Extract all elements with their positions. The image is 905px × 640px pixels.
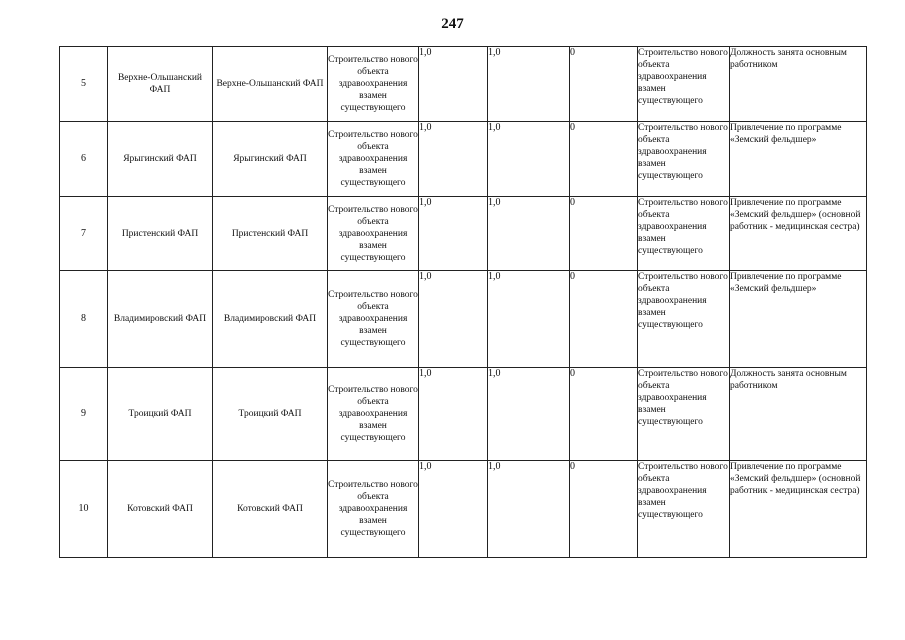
work-type-cell: Строительство нового объекта здравоохранения взамен существующего — [328, 368, 419, 461]
facility-name-cell: Владимировский ФАП — [108, 271, 213, 368]
work-description-cell: Строительство нового объекта здравоохранения взамен существующего — [638, 122, 730, 197]
value-2-cell: 1,0 — [488, 47, 570, 122]
row-number-cell: 8 — [60, 271, 108, 368]
facility-name-2-cell: Котовский ФАП — [213, 461, 328, 558]
facilities-table — [59, 46, 867, 558]
table-row — [60, 461, 867, 558]
work-description-cell: Строительство нового объекта здравоохранения взамен существующего — [638, 271, 730, 368]
facility-name-2-cell: Ярыгинский ФАП — [213, 122, 328, 197]
work-description-cell: Строительство нового объекта здравоохранения взамен существующего — [638, 461, 730, 558]
work-type-cell: Строительство нового объекта здравоохранения взамен существующего — [328, 122, 419, 197]
work-description-cell: Строительство нового объекта здравоохранения взамен существующего — [638, 47, 730, 122]
value-3-cell: 0 — [570, 461, 638, 558]
work-type-cell: Строительство нового объекта здравоохранения взамен существующего — [328, 271, 419, 368]
facility-name-2-cell: Троицкий ФАП — [213, 368, 328, 461]
work-description-cell: Строительство нового объекта здравоохранения взамен существующего — [638, 368, 730, 461]
facility-name-cell: Троицкий ФАП — [108, 368, 213, 461]
value-1-cell: 1,0 — [419, 271, 488, 368]
table-row — [60, 271, 867, 368]
facility-name-cell: Котовский ФАП — [108, 461, 213, 558]
table-row — [60, 197, 867, 271]
table-row — [60, 47, 867, 122]
row-number-cell: 7 — [60, 197, 108, 271]
page-number: 247 — [441, 16, 464, 32]
value-1-cell: 1,0 — [419, 461, 488, 558]
staffing-status-cell: Привлечение по программе «Земский фельдшер» — [730, 122, 867, 197]
row-number-cell: 9 — [60, 368, 108, 461]
row-number-cell: 6 — [60, 122, 108, 197]
value-2-cell: 1,0 — [488, 271, 570, 368]
value-2-cell: 1,0 — [488, 461, 570, 558]
facility-name-cell: Верхне-Ольшанский ФАП — [108, 47, 213, 122]
value-3-cell: 0 — [570, 368, 638, 461]
value-1-cell: 1,0 — [419, 47, 488, 122]
row-number-cell: 10 — [60, 461, 108, 558]
row-number-cell: 5 — [60, 47, 108, 122]
value-2-cell: 1,0 — [488, 122, 570, 197]
facility-name-2-cell: Владимировский ФАП — [213, 271, 328, 368]
table-row — [60, 122, 867, 197]
value-3-cell: 0 — [570, 47, 638, 122]
staffing-status-cell: Должность занята основным работником — [730, 47, 867, 122]
staffing-status-cell: Привлечение по программе «Земский фельдшер» (основной работник - медицинская сестра) — [730, 197, 867, 271]
work-type-cell: Строительство нового объекта здравоохранения взамен существующего — [328, 47, 419, 122]
value-3-cell: 0 — [570, 271, 638, 368]
facility-name-2-cell: Верхне-Ольшанский ФАП — [213, 47, 328, 122]
facility-name-cell: Ярыгинский ФАП — [108, 122, 213, 197]
facility-name-2-cell: Пристенский ФАП — [213, 197, 328, 271]
staffing-status-cell: Должность занята основным работником — [730, 368, 867, 461]
work-type-cell: Строительство нового объекта здравоохранения взамен существующего — [328, 461, 419, 558]
staffing-status-cell: Привлечение по программе «Земский фельдшер» — [730, 271, 867, 368]
value-1-cell: 1,0 — [419, 197, 488, 271]
work-type-cell: Строительство нового объекта здравоохранения взамен существующего — [328, 197, 419, 271]
table-row — [60, 368, 867, 461]
value-2-cell: 1,0 — [488, 197, 570, 271]
facility-name-cell: Пристенский ФАП — [108, 197, 213, 271]
value-2-cell: 1,0 — [488, 368, 570, 461]
value-3-cell: 0 — [570, 197, 638, 271]
value-3-cell: 0 — [570, 122, 638, 197]
value-1-cell: 1,0 — [419, 368, 488, 461]
value-1-cell: 1,0 — [419, 122, 488, 197]
work-description-cell: Строительство нового объекта здравоохранения взамен существующего — [638, 197, 730, 271]
staffing-status-cell: Привлечение по программе «Земский фельдшер» (основной работник - медицинская сестра) — [730, 461, 867, 558]
